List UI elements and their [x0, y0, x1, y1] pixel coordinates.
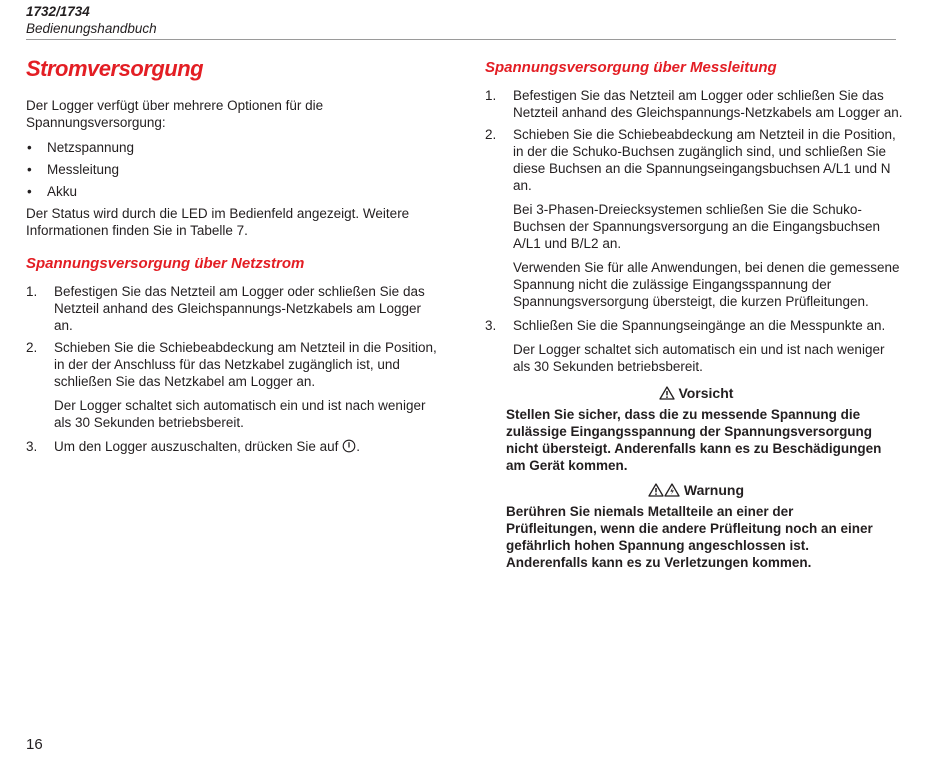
step-item: 3. Um den Logger auszuschalten, drücken Sie auf .: [26, 438, 442, 457]
warning-notice: [506, 482, 886, 571]
test-lead-steps-list: [485, 87, 905, 375]
step-item: 1. Befestigen Sie das Netzteil am Logger oder schließen Sie das Netzteil anhand des Gleichspannungs-Netzkabels am Logger an.: [485, 88, 903, 120]
step-note: Verwenden Sie für alle Anwendungen, bei denen die gemessene Spannung nicht die zulässige Eingangsspannung der Spannungsversorgung übersteigt, die kurzen Prüfleitungen.: [513, 260, 900, 309]
header-model: 1732/1734: [26, 4, 90, 19]
warning-text: Berühren Sie niemals Metallteile an einer der Prüfleitungen, wenn die andere Prüfleitung noch an einer gefährlich hohen Spannung angeschlossen ist. Anderenfalls kann es zu Verletzungen kommen.: [506, 504, 873, 570]
intro-text: Der Logger verfügt über mehrere Optionen für die Spannungsversorgung:: [26, 98, 324, 130]
bullet-icon: •: [27, 140, 32, 155]
step-item: 3. Schließen Sie die Spannungseingänge an die Messpunkte an. Der Logger schaltet sich automatisch ein und ist nach weniger als 30 Sekunden betriebsbereit.: [485, 317, 905, 375]
right-column: [485, 59, 905, 579]
step-text: Schieben Sie die Schiebeabdeckung am Netzteil in die Position, in der die Schuko-Buchsen zugänglich sind, und schließen Sie diese Buchsen an die Spannungseingangsbuchsen A/L1 und N an.: [513, 127, 896, 193]
list-item: • Messleitung: [27, 162, 120, 177]
header-subtitle: Bedienungshandbuch: [26, 21, 157, 36]
section-title-test-lead: Spannungsversorgung über Messleitung: [485, 59, 777, 76]
power-icon: [342, 439, 356, 457]
step-text: Befestigen Sie das Netzteil am Logger oder schließen Sie das Netzteil anhand des Gleichspannungs-Netzkabels am Logger an.: [513, 88, 903, 120]
warning-triangle-icon: [659, 386, 675, 400]
bullet-icon: •: [27, 162, 32, 177]
caution-text: Stellen Sie sicher, dass die zu messende Spannung die zulässige Eingangsspannung der Spannungsversorgung nicht übersteigt. Anderenfalls kann es zu Beschädigungen am Gerät kommen.: [506, 407, 882, 473]
step-note: Bei 3-Phasen-Dreiecksystemen schließen Sie die Schuko-Buchsen der Spannungsversorgung an die Eingangsbuchsen A/L1 und B/L2 an.: [513, 202, 881, 251]
step-text: Befestigen Sie das Netzteil am Logger oder schließen Sie das Netzteil anhand des Gleichspannungs-Netzkabels am Logger an.: [54, 284, 425, 333]
caution-title: Vorsicht: [506, 385, 886, 402]
status-text: Der Status wird durch die LED im Bedienfeld angezeigt. Weitere Informationen finden Sie in Tabelle 7.: [26, 206, 410, 238]
section-title-mains: Spannungsversorgung über Netzstrom: [26, 255, 305, 272]
list-item: • Akku: [27, 184, 78, 199]
caution-notice: [506, 385, 886, 474]
power-options-list: [26, 139, 442, 200]
page-header: [26, 3, 896, 37]
step-item: 2. Schieben Sie die Schiebeabdeckung am Netzteil in die Position, in der die Schuko-Buchsen zugänglich sind, und schließen Sie diese Buchsen an die Spannungseingangsbuchsen A/L1 und N an. Bei 3-Phasen-Dreiecksystemen schließen Sie die Schuko-Buchsen der Spannungsversorgung an die Eingangsbuchsen A/L1 und B/L2 an. Verwenden Sie für alle Anwendungen, bei denen die gemessene Spannung nicht die zulässige Eingangsspannung der Spannungsversorgung übersteigt, die kurzen Prüfleitungen.: [485, 126, 905, 310]
list-item: • Netzspannung: [27, 140, 135, 155]
high-voltage-icon: [664, 483, 680, 497]
header-rule: [26, 39, 896, 40]
step-note: Der Logger schaltet sich automatisch ein und ist nach weniger als 30 Sekunden betriebsbereit.: [54, 398, 426, 430]
warning-title: Warnung: [506, 482, 886, 499]
step-note: Der Logger schaltet sich automatisch ein und ist nach weniger als 30 Sekunden betriebsbereit.: [513, 342, 885, 374]
mains-steps-list: [26, 283, 442, 457]
step-item: 2. Schieben Sie die Schiebeabdeckung am Netzteil in die Position, in der der Anschluss für das Netzkabel zugänglich ist, und schließen Sie das Netzkabel am Logger an. Der Logger schaltet sich automatisch ein und ist nach weniger als 30 Sekunden betriebsbereit.: [26, 339, 442, 431]
step-item: 1. Befestigen Sie das Netzteil am Logger oder schließen Sie das Netzteil anhand des Gleichspannungs-Netzkabels am Logger an.: [26, 284, 425, 333]
page-title: Stromversorgung: [26, 56, 204, 81]
warning-triangle-icon: [648, 483, 664, 497]
bullet-icon: •: [27, 184, 32, 199]
step-text: Schieben Sie die Schiebeabdeckung am Netzteil in die Position, in der der Anschluss für das Netzkabel zugänglich ist, und schließen Sie das Netzkabel am Logger an.: [54, 340, 437, 389]
step-text: Um den Logger auszuschalten, drücken Sie auf: [54, 439, 339, 454]
page-number: 16: [26, 736, 43, 753]
left-column: [26, 55, 442, 462]
step-text: Schließen Sie die Spannungseingänge an die Messpunkte an.: [513, 318, 886, 333]
